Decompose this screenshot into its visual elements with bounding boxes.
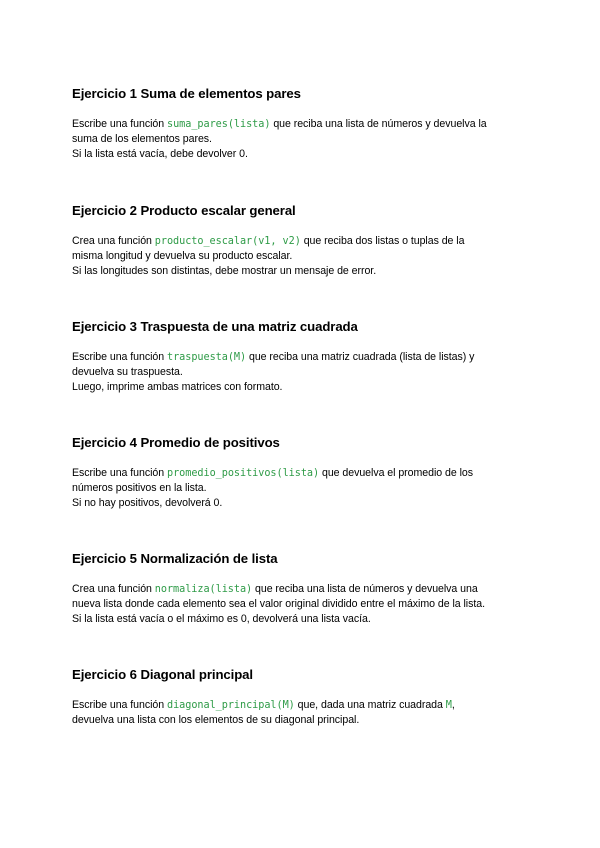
exercise-title: Ejercicio 4 Promedio de positivos	[72, 435, 280, 450]
statement-line	[72, 582, 532, 597]
statement-line	[72, 117, 532, 132]
function-signature: producto_escalar(v1, v2)	[154, 236, 301, 247]
statement-text: que reciba una lista de números y devuelva una	[252, 583, 478, 595]
statement-line: misma longitud y devuelva su producto escalar.	[72, 250, 293, 262]
statement-text: que reciba una lista de números y devuelva la	[270, 118, 487, 130]
statement-text: Escribe una función	[72, 351, 167, 363]
exercise-title: Ejercicio 5 Normalización de lista	[72, 551, 278, 566]
statement-line: suma de los elementos pares.	[72, 133, 212, 145]
statement-text: Escribe una función	[72, 467, 167, 479]
exercise-6	[72, 667, 532, 728]
matrix-variable: M	[445, 700, 452, 711]
function-signature: normaliza(lista)	[154, 584, 253, 595]
statement-condition: Luego, imprime ambas matrices con formato.	[72, 381, 283, 393]
statement-text: que, dada una matriz cuadrada	[294, 699, 446, 711]
statement-condition: Si no hay positivos, devolverá 0.	[72, 497, 223, 509]
exercise-2	[72, 203, 532, 279]
statement-text: Crea una función	[72, 235, 155, 247]
exercise-title: Ejercicio 2 Producto escalar general	[72, 203, 296, 218]
exercise-statement	[72, 582, 532, 627]
statement-line	[72, 698, 532, 713]
function-signature: traspuesta(M)	[167, 352, 247, 363]
statement-line: devuelva una lista con los elementos de su diagonal principal.	[72, 714, 360, 726]
statement-text: Crea una función	[72, 583, 155, 595]
statement-condition: Si las longitudes son distintas, debe mostrar un mensaje de error.	[72, 265, 377, 277]
statement-text: que reciba una matriz cuadrada (lista de listas) y	[246, 351, 475, 363]
exercise-title: Ejercicio 3 Traspuesta de una matriz cuadrada	[72, 319, 358, 334]
exercise-3	[72, 319, 532, 395]
function-signature: suma_pares(lista)	[167, 119, 271, 130]
statement-text: que reciba dos listas o tuplas de la	[300, 235, 465, 247]
statement-text: que devuelva el promedio de los	[319, 467, 473, 479]
statement-line	[72, 350, 532, 365]
exercise-4	[72, 435, 532, 511]
function-signature: promedio_positivos(lista)	[167, 468, 320, 479]
exercise-statement	[72, 350, 532, 395]
exercise-statement	[72, 466, 532, 511]
statement-line: nueva lista donde cada elemento sea el valor original dividido entre el máximo de la lista.	[72, 598, 485, 610]
statement-line	[72, 466, 532, 481]
statement-line: devuelva su traspuesta.	[72, 366, 183, 378]
statement-text: ,	[451, 699, 455, 711]
exercise-statement	[72, 698, 532, 728]
function-signature: diagonal_principal(M)	[167, 700, 295, 711]
statement-condition: Si la lista está vacía o el máximo es 0, devolverá una lista vacía.	[72, 613, 371, 625]
exercise-statement	[72, 117, 532, 162]
exercise-title: Ejercicio 6 Diagonal principal	[72, 667, 253, 682]
exercise-1	[72, 86, 532, 162]
statement-line: números positivos en la lista.	[72, 482, 207, 494]
statement-text: Escribe una función	[72, 699, 167, 711]
exercise-title: Ejercicio 1 Suma de elementos pares	[72, 86, 301, 101]
statement-condition: Si la lista está vacía, debe devolver 0.	[72, 148, 248, 160]
exercise-5	[72, 551, 532, 627]
statement-line	[72, 234, 532, 249]
exercise-statement	[72, 234, 532, 279]
statement-text: Escribe una función	[72, 118, 167, 130]
